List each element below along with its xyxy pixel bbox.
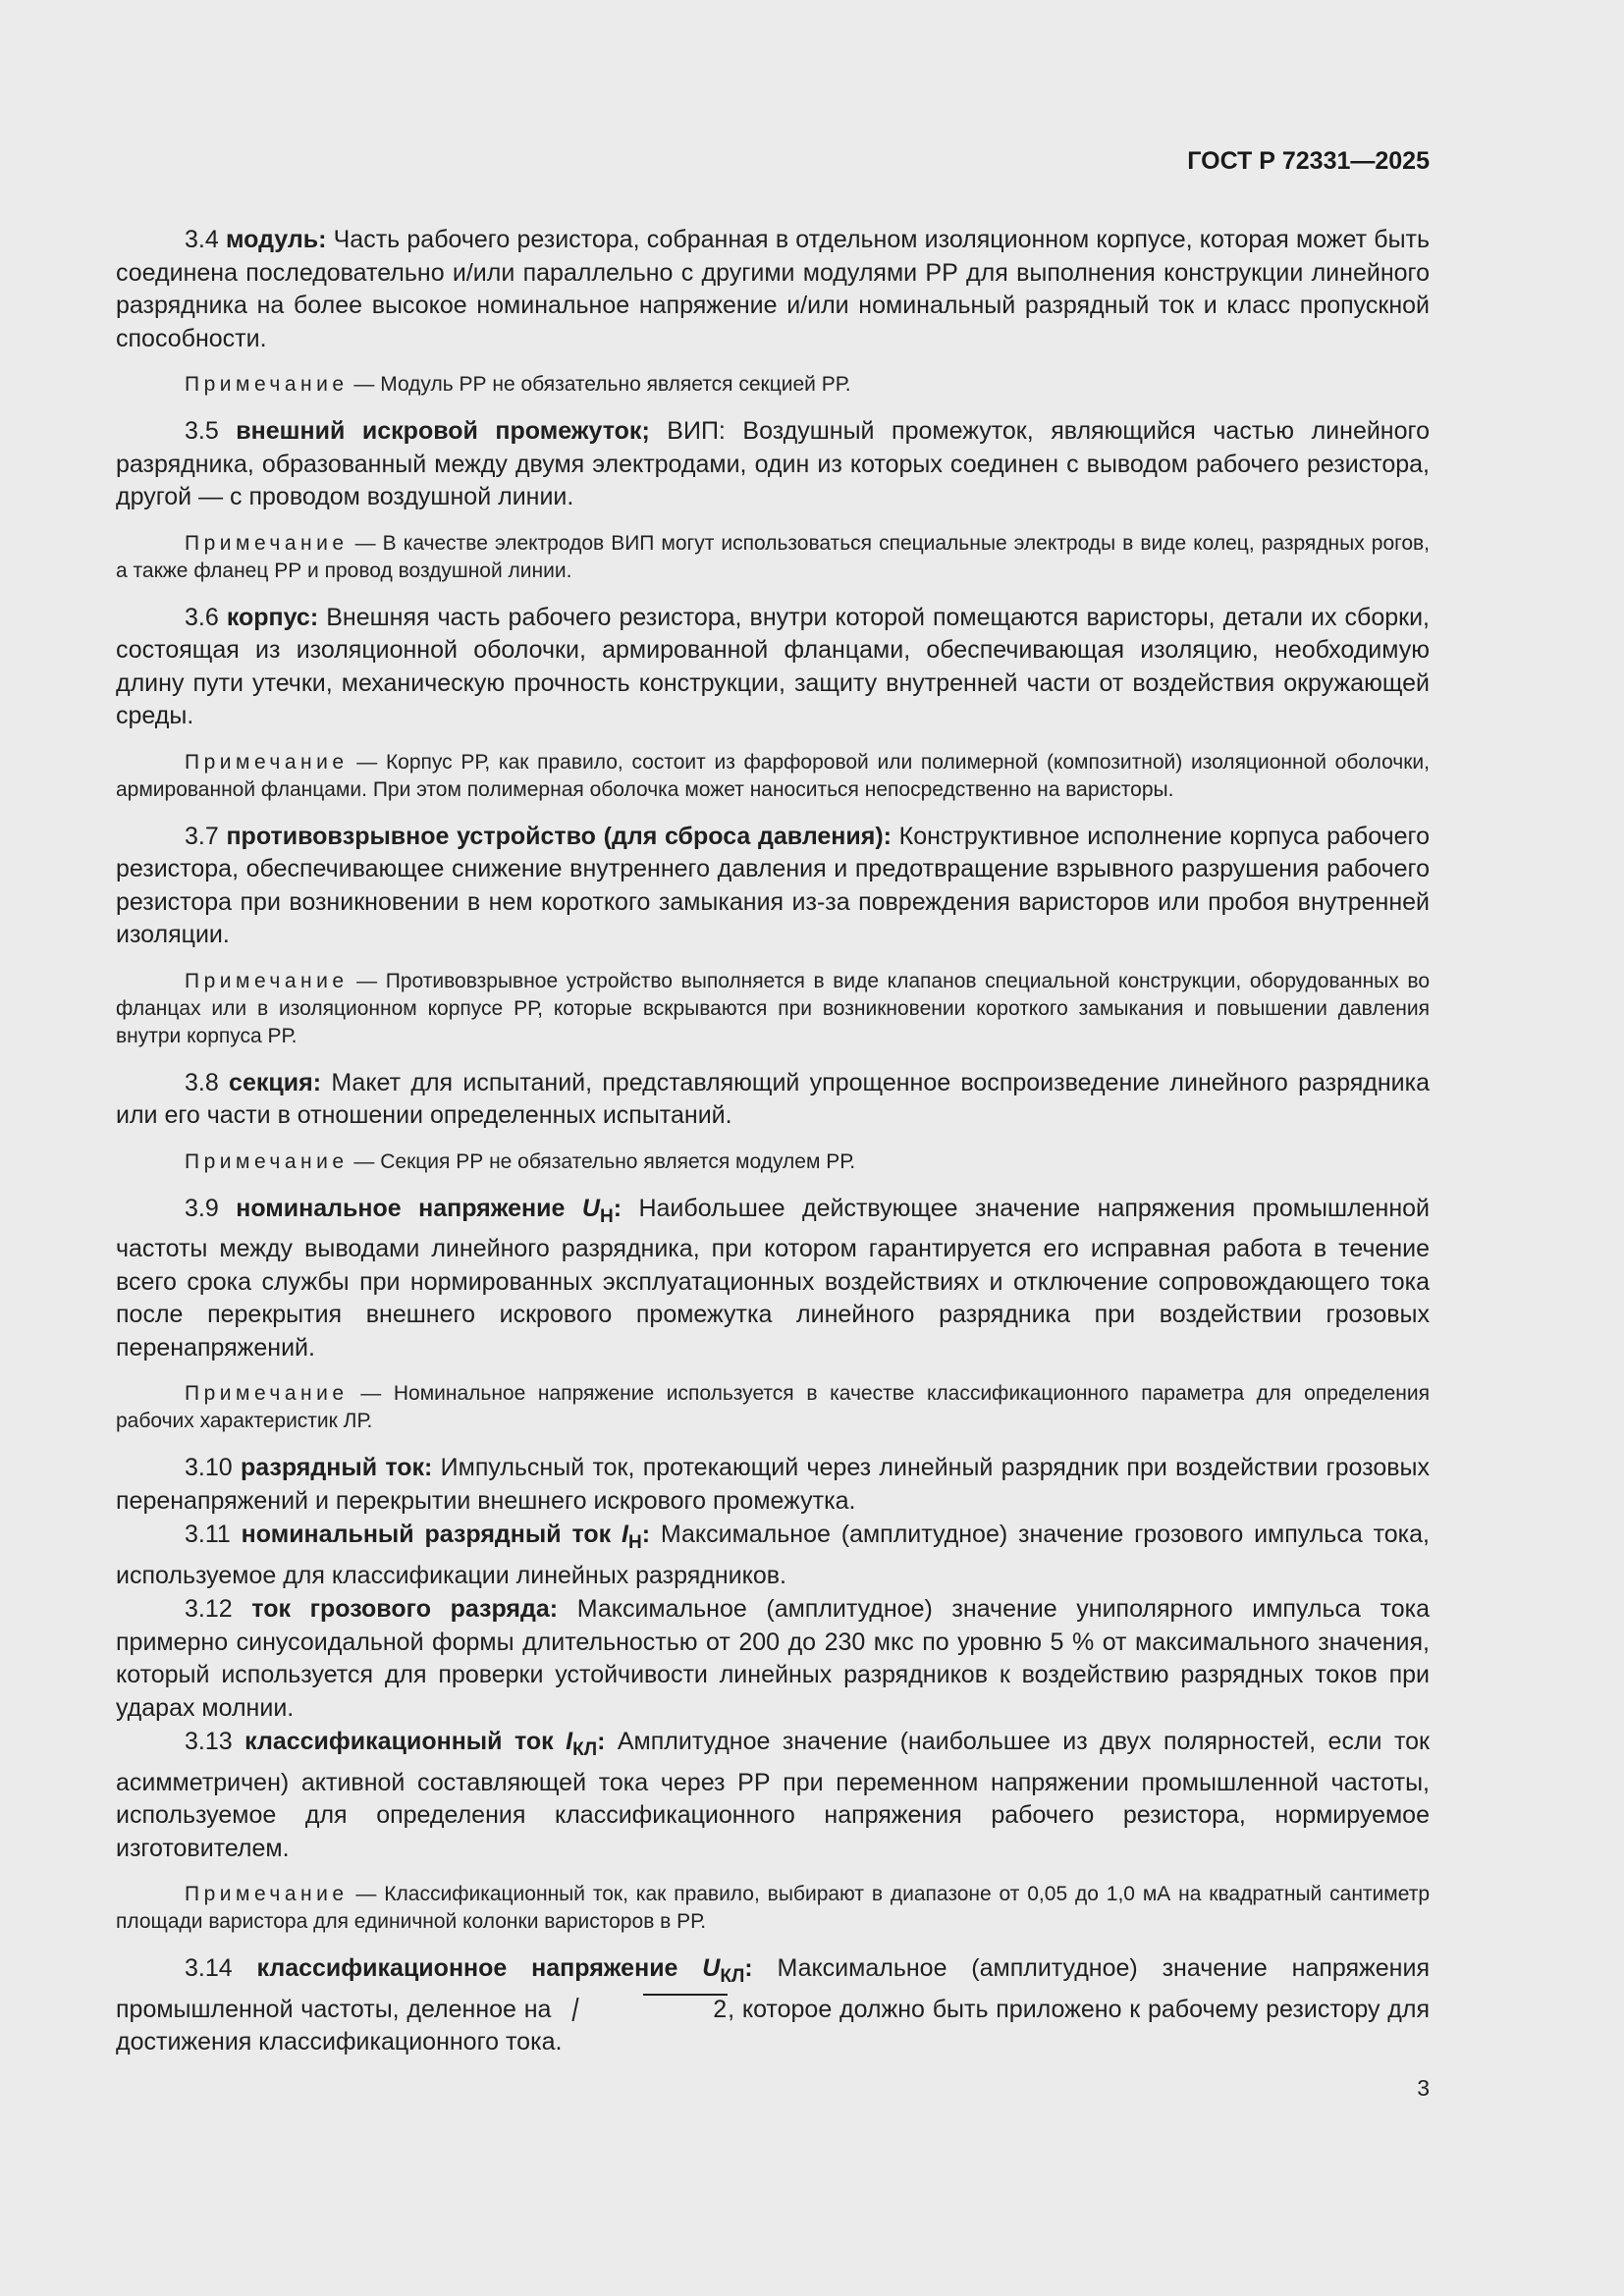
clause-term: классификационный ток [244,1728,567,1755]
square-root-sign [561,1994,728,2027]
clause-3-9 [116,1193,1430,1365]
symbol: U [581,1194,600,1222]
symbol-subscript: Н [599,1205,614,1227]
note-text: — Секция РР не обязательно является модулем РР. [348,1149,856,1173]
clause-text: Амплитудное значение (наибольшее из двух полярностей, если ток асимметричен) активной составляющей тока через РР при переменном напряжении промышленной частоты, используемое для определения классификационного напряжения рабочего резистора, нормируемое изготовителем. [116,1728,1430,1862]
note-label: Примечание [185,373,349,396]
note-text: — Модуль РР не обязательно является секцией РР. [348,373,851,396]
clause-number: 3.12 [185,1595,252,1623]
note-label: Примечание [185,1149,349,1173]
symbol-subscript: КЛ [572,1739,598,1760]
clause-number: 3.13 [185,1728,245,1755]
note-3-5 [116,530,1430,585]
symbol: I [566,1728,573,1755]
clause-text: Часть рабочего резистора, собранная в отдельном изоляционном корпусе, которая может быть соединена последовательно и/или параллельно с другими модулями РР для выполнения конструкции линейного разрядника на более высокое номинальное напряжение и/или номинальный разрядный ток и класс пропускной способности. [116,226,1431,352]
note-label: Примечание [185,1883,349,1905]
clause-3-6 [116,602,1430,733]
clause-term: противовзрывное устройство (для сброса давления): [226,822,892,850]
clause-3-12 [116,1593,1430,1725]
note-text: — В качестве электродов ВИП могут использоваться специальные электроды в виде колец, разрядных рогов, а также фланец РР и провод воздушной линии. [116,531,1430,582]
clause-text-continued: , которое должно быть приложено к рабочему резистору для достижения классификационного тока. [116,1995,1430,2056]
clause-number: 3.10 [185,1454,241,1481]
clause-term: разрядный ток: [240,1454,433,1481]
clause-number: 3.9 [185,1194,237,1222]
clause-text: Конструктивное исполнение корпуса рабочего резистора, обеспечивающее снижение внутреннего давления и предотвращение взрывного разрушения рабочего резистора при возникновении в нем короткого замыкания из-за повреждения варисторов или пробоя внутренней изоляции. [116,822,1431,948]
clause-3-4 [116,224,1430,355]
clause-text: Макет для испытаний, представляющий упрощенное воспроизведение линейного разрядника или его части в отношении определенных испытаний. [116,1068,1430,1129]
note-3-8 [116,1148,1430,1176]
clause-term: секция: [229,1068,322,1096]
clause-number: 3.11 [185,1521,242,1548]
clause-3-7 [116,821,1430,952]
clause-number: 3.4 [185,226,226,253]
page-number: 3 [1417,2075,1430,2101]
note-label: Примечание [185,531,349,555]
clause-number: 3.7 [185,822,227,850]
clause-term: классификационное напряжение [256,1954,703,1982]
note-label: Примечание [185,1382,349,1405]
note-3-7 [116,968,1430,1050]
clause-term: корпус: [226,603,319,631]
clause-number: 3.5 [185,417,237,445]
clause-text: Внешняя часть рабочего резистора, внутри которой помещаются варисторы, детали их сборки, состоящая из изоляционной оболочки, армированной фланцами, обеспечивающая изоляцию, необходимую длину пути утечки, механическую прочность конструкции, защиту внутренней части от воздействия окружающей среды. [116,603,1430,729]
clause-number: 3.8 [185,1068,230,1096]
clause-text: Наибольшее действующее значение напряжения промышленной частоты между выводами линейного разрядника, при котором гарантируется его исправная работа в течение всего срока службы при нормированных эксплуатационных воздействиях и отключение сопровождающего тока после перекрытия внешнего искрового промежутка линейного разрядника при воздействии грозовых перенапряжений. [116,1194,1430,1362]
clause-text: ВИП: Воздушный промежуток, являющийся частью линейного разрядника, образованный между двумя электродами, один из которых соединен с выводом рабочего резистора, другой — с проводом воздушной линии. [116,417,1430,510]
clause-3-10 [116,1452,1430,1518]
note-label: Примечание [185,969,349,992]
clause-3-5 [116,415,1430,514]
clause-term: модуль: [225,226,327,253]
clause-term: ток грозового разряда: [251,1595,559,1623]
note-text: — Номинальное напряжение используется в качестве классификационного параметра для определения рабочих характеристик ЛР. [116,1382,1430,1432]
term-colon: : [613,1194,623,1222]
symbol-subscript: КЛ [720,1966,745,1987]
note-label: Примечание [185,750,349,774]
clause-3-13 [116,1726,1430,1865]
clause-3-14 [116,1952,1430,2059]
clause-text: Максимальное (амплитудное) значение униполярного импульса тока примерно синусоидальной формы длительностью от 200 до 230 мкс по уровню 5 % от максимального значения, который используется для проверки устойчивости линейных разрядников к воздействию разрядных токов при ударах молнии. [116,1595,1430,1722]
symbol: U [702,1954,721,1982]
symbol: I [622,1521,628,1548]
term-colon: : [641,1521,651,1548]
note-text: — Классификационный ток, как правило, выбирают в диапазоне от 0,05 до 1,0 мА на квадратный сантиметр площади варистора для единичной колонки варисторов в РР. [116,1883,1430,1933]
note-3-6 [116,749,1430,804]
clause-number: 3.14 [185,1954,257,1982]
clause-text: Максимальное (амплитудное) значение грозового импульса тока, используемое для классификации линейных разрядников. [116,1521,1430,1589]
square-root-value: 2 [643,1994,728,2023]
clause-3-11 [116,1519,1430,1592]
note-text: — Корпус РР, как правило, состоит из фарфоровой или полимерной (композитной) изоляционной оболочки, армированной фланцами. При этом полимерная оболочка может наноситься непосредственно на варисторы. [116,750,1430,801]
symbol-subscript: Н [627,1532,642,1553]
note-3-4 [116,371,1430,399]
clause-3-8 [116,1067,1430,1133]
clause-text: Максимальное (амплитудное) значение напряжения промышленной частоты, деленное на [116,1954,1430,2023]
clause-term: внешний искровой промежуток; [236,417,650,445]
page-content [116,224,1430,2075]
note-text: — Противовзрывное устройство выполняется в виде клапанов специальной конструкции, оборудованных во фланцах или в изоляционном корпусе РР, которые вскрываются при возникновении короткого замыкания и повышении давления внутри корпуса РР. [116,969,1430,1047]
clause-text: Импульсный ток, протекающий через линейный разрядник при воздействии грозовых перенапряжений и перекрытии внешнего искрового промежутка. [116,1454,1431,1515]
clause-number: 3.6 [185,603,227,631]
note-3-13 [116,1881,1430,1936]
term-colon: : [744,1954,753,1982]
clause-term: номинальное напряжение [236,1194,582,1222]
term-colon: : [597,1728,606,1755]
clause-term: номинальный разрядный ток [241,1521,623,1548]
note-3-9 [116,1380,1430,1435]
document-id: ГОСТ Р 72331—2025 [1187,147,1430,175]
